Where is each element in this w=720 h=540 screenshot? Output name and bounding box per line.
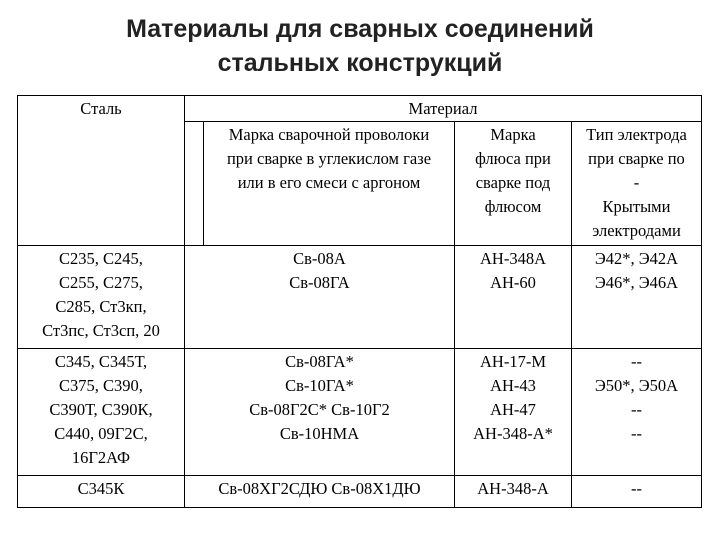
steel-line: С375, С390, bbox=[59, 375, 143, 395]
header-wire-line: Марка сварочной проволоки bbox=[228, 125, 430, 144]
electrode-line: -- bbox=[631, 423, 642, 443]
wire-cell bbox=[185, 475, 455, 507]
steel-line: Ст3пс, Ст3сп, 20 bbox=[42, 320, 160, 340]
header-electrode-line: Тип электрода bbox=[586, 125, 687, 144]
page-title bbox=[0, 12, 720, 80]
header-flux-line: флюсом bbox=[484, 197, 542, 216]
header-spacer-cell bbox=[185, 122, 204, 246]
steel-line: 16Г2АФ bbox=[71, 447, 131, 467]
electrode-line: Э46*, Э46А bbox=[594, 272, 679, 292]
flux-line: АН-60 bbox=[490, 272, 536, 292]
electrode-cell bbox=[572, 348, 702, 475]
steel-line: С345К bbox=[77, 478, 125, 498]
header-material-text: Материал bbox=[408, 99, 478, 118]
electrode-line: -- bbox=[631, 478, 642, 498]
flux-line: АН-348-А bbox=[477, 478, 549, 498]
flux-cell bbox=[455, 475, 572, 507]
electrode-line: Э50*, Э50А bbox=[594, 375, 679, 395]
header-flux bbox=[455, 122, 572, 246]
steel-line: С255, С275, bbox=[59, 272, 143, 292]
materials-table bbox=[17, 95, 702, 508]
wire-cell bbox=[185, 245, 455, 348]
steel-cell bbox=[18, 475, 185, 507]
flux-cell bbox=[455, 348, 572, 475]
header-electrode bbox=[572, 122, 702, 246]
steel-line: С235, С245, bbox=[59, 248, 143, 268]
electrode-line: -- bbox=[631, 351, 642, 371]
flux-line: АН-43 bbox=[490, 375, 536, 395]
header-electrode-line: Крытыми bbox=[602, 197, 671, 216]
flux-cell bbox=[455, 245, 572, 348]
header-wire-line: или в его смеси с аргоном bbox=[237, 173, 421, 192]
flux-line: АН-17-М bbox=[480, 351, 546, 371]
header-flux-line: Марка bbox=[490, 125, 536, 144]
flux-line: АН-348-А* bbox=[473, 423, 553, 443]
header-row-2 bbox=[18, 122, 702, 246]
steel-line: С345, С345Т, bbox=[54, 351, 148, 371]
wire-cell bbox=[185, 348, 455, 475]
flux-line: АН-47 bbox=[490, 399, 536, 419]
title-line-1: Материалы для сварных соединений bbox=[126, 15, 594, 43]
header-row-1 bbox=[18, 96, 702, 122]
wire-line: Св-08ХГ2СДЮ Св-08Х1ДЮ bbox=[218, 478, 421, 498]
wire-line: Св-08ГА* bbox=[285, 351, 354, 371]
electrode-line: -- bbox=[631, 399, 642, 419]
header-flux-line: флюса при bbox=[475, 149, 551, 168]
header-wire bbox=[204, 122, 455, 246]
header-electrode-line: при сварке по bbox=[588, 149, 685, 168]
electrode-cell bbox=[572, 245, 702, 348]
wire-line: Св-10НМА bbox=[279, 423, 360, 443]
wire-line: Св-08ГА bbox=[289, 272, 350, 292]
header-material bbox=[185, 96, 702, 122]
header-steel bbox=[18, 96, 185, 122]
steel-line: С440, 09Г2С, bbox=[54, 423, 148, 443]
steel-cell bbox=[18, 245, 185, 348]
header-steel-text: Сталь bbox=[80, 99, 122, 118]
steel-line: С390Т, С390К, bbox=[49, 399, 153, 419]
wire-line: Св-08Г2С* Св-10Г2 bbox=[249, 399, 390, 419]
table-row bbox=[18, 348, 702, 475]
header-electrode-line: электродами bbox=[592, 221, 681, 240]
header-electrode-line: - bbox=[633, 173, 640, 192]
header-wire-line: при сварке в углекислом газе bbox=[226, 149, 432, 168]
steel-cell bbox=[18, 348, 185, 475]
flux-line: АН-348А bbox=[480, 248, 546, 268]
table-row bbox=[18, 475, 702, 507]
wire-line: Св-08А bbox=[293, 248, 346, 268]
wire-line: Св-10ГА* bbox=[285, 375, 354, 395]
electrode-cell bbox=[572, 475, 702, 507]
title-line-2: стальных конструкций bbox=[217, 49, 503, 77]
steel-line: С285, Ст3кп, bbox=[55, 296, 147, 316]
electrode-line: Э42*, Э42А bbox=[594, 248, 679, 268]
table-row bbox=[18, 245, 702, 348]
header-flux-line: сварке под bbox=[475, 173, 551, 192]
header-steel-continuation bbox=[18, 122, 185, 246]
